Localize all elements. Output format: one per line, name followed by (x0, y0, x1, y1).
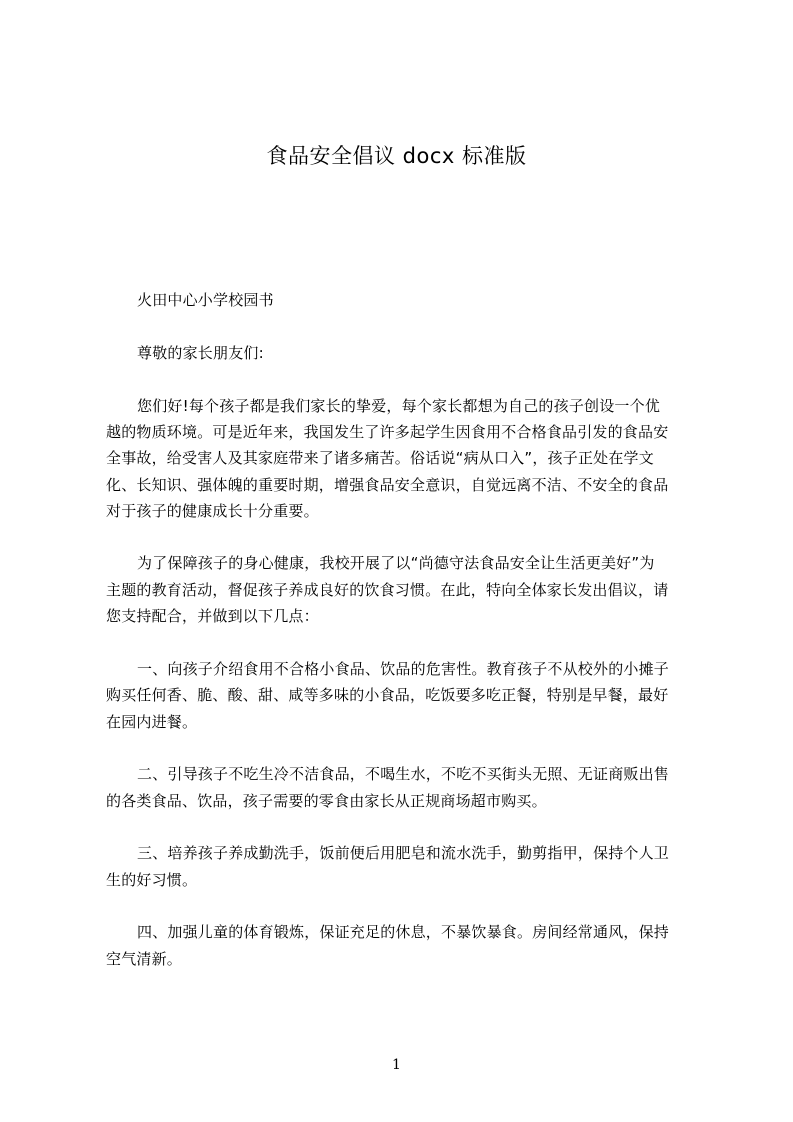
paragraph-line: 的各类食品、饮品，孩子需要的零食由家长从正规商场超市购买。 (106, 792, 547, 810)
paragraph-line: 购买任何香、脆、酸、甜、咸等多味的小食品，吃饭要多吃正餐，特别是早餐，最好 (106, 686, 669, 704)
paragraph-line: 您支持配合，并做到以下几点： (106, 607, 319, 625)
paragraph-line: 一、向孩子介绍食用不合格小食品、饮品的危害性。教育孩子不从校外的小摊子 (137, 660, 670, 678)
page-number: 1 (392, 1057, 401, 1073)
paragraph-line: 越的物质环境。可是近年来，我国发生了许多起学生因食用不合格食品引发的食品安 (106, 423, 669, 441)
paragraph-line: 生的好习惯。 (106, 871, 198, 889)
paragraph-line: 三、培养孩子养成勤洗手，饭前便后用肥皂和流水洗手，勤剪指甲，保持个人卫 (137, 844, 670, 862)
paragraph-line: 您们好!每个孩子都是我们家长的挚爱，每个家长都想为自己的孩子创设一个优 (137, 397, 661, 415)
paragraph-line: 在园内进餐。 (106, 713, 198, 731)
paragraph-line: 化、长知识、强体魄的重要时期，增强食品安全意识，自觉远离不洁、不安全的食品 (106, 476, 669, 494)
paragraph-line: 主题的教育活动，督促孩子养成良好的饮食习惯。在此，特向全体家长发出倡议，请 (106, 581, 669, 599)
paragraph-line: 四、加强儿童的体育锻炼，保证充足的休息，不暴饮暴食。房间经常通风，保持 (137, 923, 670, 941)
paragraph-line: 全事故，给受害人及其家庭带来了诸多痛苦。俗话说“病从口入”，孩子正处在学文 (106, 449, 654, 467)
paragraph-line: 二、引导孩子不吃生冷不洁食品，不喝生水，不吃不买街头无照、无证商贩出售 (137, 765, 670, 783)
paragraph-line: 空气清新。 (106, 950, 183, 968)
paragraph-line: 为了保障孩子的身心健康，我校开展了以“尚德守法食品安全让生活更美好”为 (137, 554, 655, 572)
document-title: 食品安全倡议 docx 标准版 (266, 144, 527, 168)
school-name: 火田中心小学校园书 (137, 291, 274, 309)
paragraph-line: 对于孩子的健康成长十分重要。 (106, 502, 319, 520)
salutation: 尊敬的家长朋友们: (137, 344, 264, 362)
